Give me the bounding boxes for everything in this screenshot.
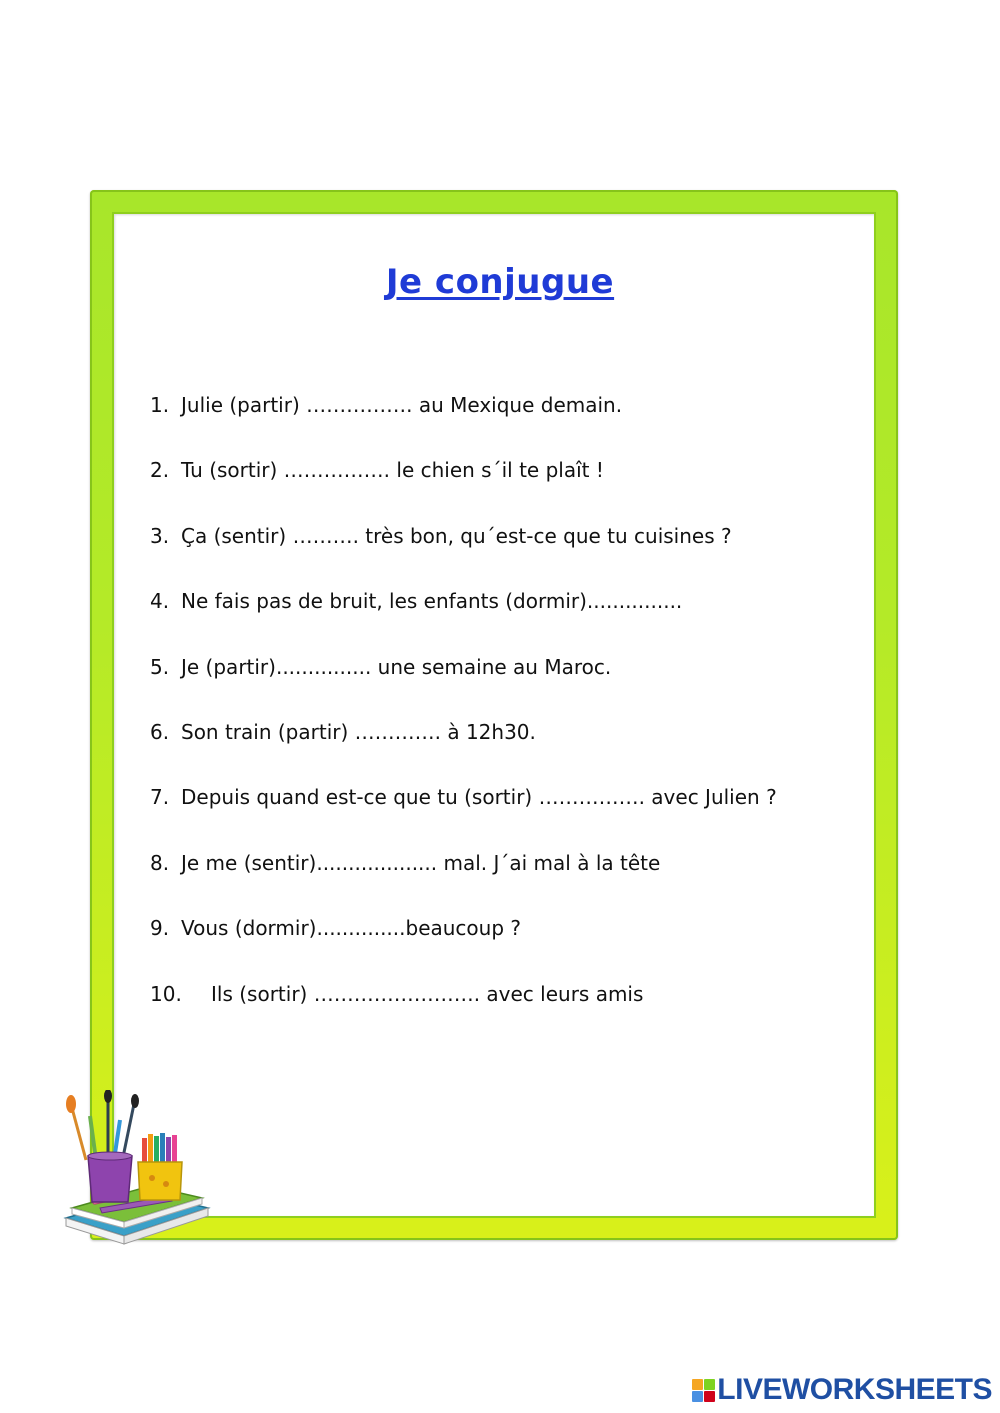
exercise-text: Son train (partir) …………. à 12h30. bbox=[181, 719, 536, 744]
exercise-text: Je (partir)............... une semaine au Maroc. bbox=[181, 654, 612, 679]
exercise-number: 6. bbox=[150, 719, 170, 744]
exercise-item bbox=[150, 916, 850, 981]
exercise-text: Je me (sentir)................... mal. J´ai mal à la tête bbox=[181, 850, 661, 875]
brand-name: LIVEWORKSHEETS bbox=[717, 1373, 992, 1406]
exercise-text: Ils (sortir) ……………………. avec leurs amis bbox=[211, 981, 644, 1006]
exercise-text: Ça (sentir) ………. très bon, qu´est-ce que tu cuisines ? bbox=[181, 523, 732, 548]
exercise-number: 7. bbox=[150, 785, 170, 810]
exercise-number: 9. bbox=[150, 916, 170, 941]
exercise-number: 10. bbox=[150, 981, 182, 1006]
page-title: Je conjugue bbox=[385, 262, 615, 302]
exercise-item bbox=[150, 589, 850, 654]
exercise-item bbox=[150, 785, 850, 850]
exercise-number: 4. bbox=[150, 589, 170, 614]
exercise-item bbox=[150, 720, 850, 785]
liveworksheets-logo-icon bbox=[692, 1379, 715, 1402]
exercise-item bbox=[150, 393, 850, 458]
exercise-list bbox=[150, 393, 850, 1047]
exercise-item bbox=[150, 851, 850, 916]
exercise-item bbox=[150, 655, 850, 720]
liveworksheets-brand bbox=[692, 1373, 992, 1407]
exercise-number: 1. bbox=[150, 393, 170, 417]
exercise-text: Ne fais pas de bruit, les enfants (dormir)............... bbox=[181, 589, 683, 614]
exercise-number: 2. bbox=[150, 458, 170, 483]
school-supplies-icon bbox=[58, 1090, 218, 1250]
exercise-text: Tu (sortir) ……………. le chien s´il te plaît ! bbox=[181, 458, 604, 483]
exercise-item bbox=[150, 458, 850, 523]
exercise-number: 5. bbox=[150, 654, 170, 679]
exercise-text: Julie (partir) ……………. au Mexique demain. bbox=[181, 393, 623, 417]
exercise-item bbox=[150, 982, 850, 1047]
exercise-text: Vous (dormir)..............beaucoup ? bbox=[181, 916, 521, 941]
exercise-text: Depuis quand est-ce que tu (sortir) ……………. avec Julien ? bbox=[181, 785, 777, 810]
exercise-number: 3. bbox=[150, 523, 170, 548]
exercise-item bbox=[150, 524, 850, 589]
exercise-number: 8. bbox=[150, 850, 170, 875]
